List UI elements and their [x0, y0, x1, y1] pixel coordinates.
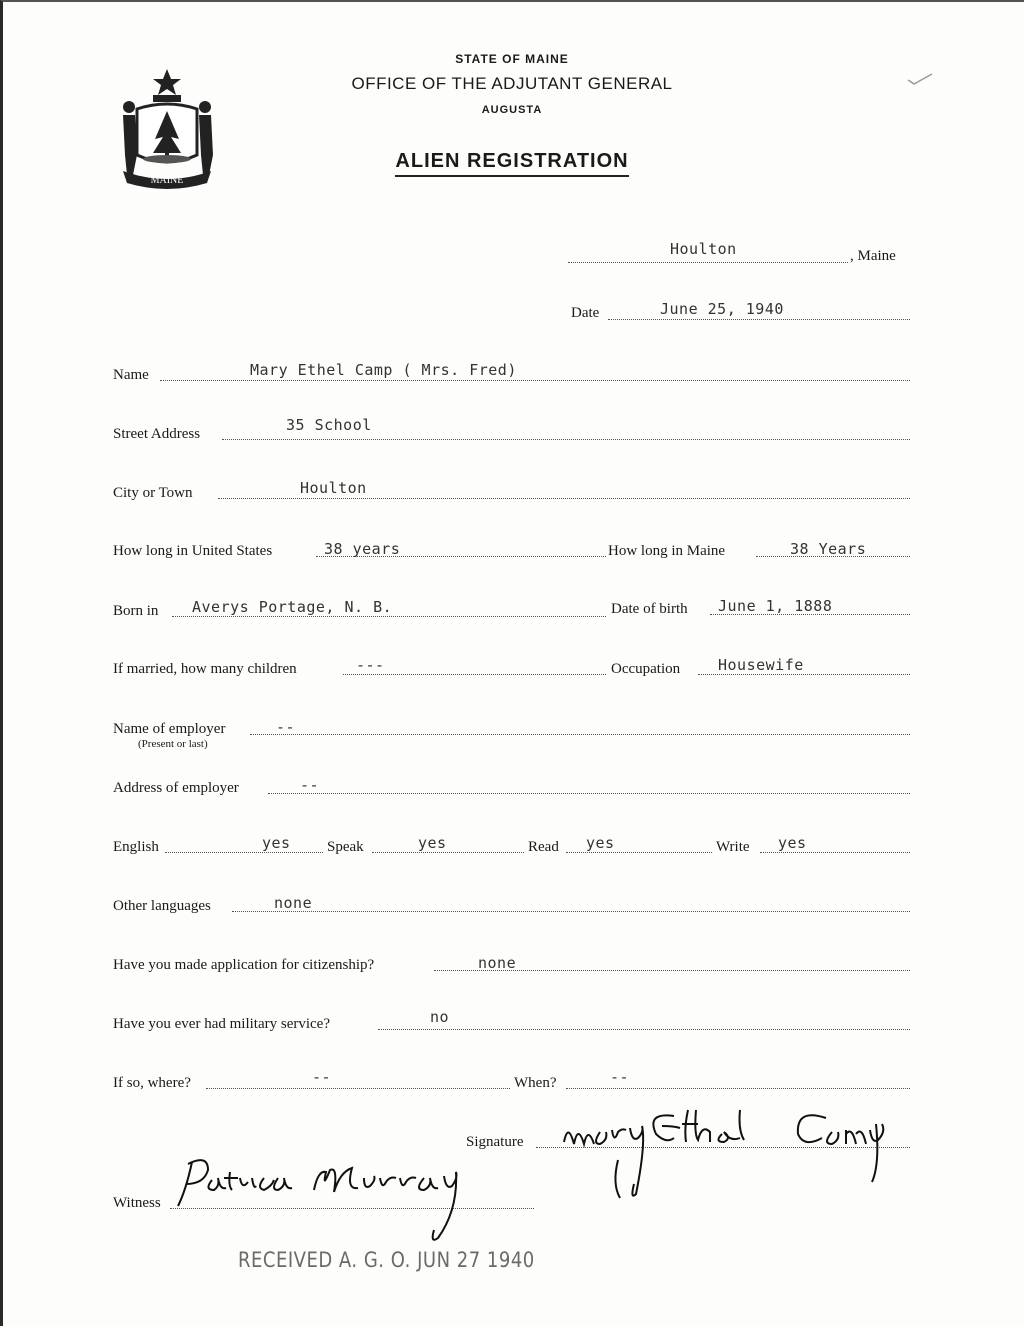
signature-label: Signature — [466, 1134, 524, 1150]
date-value[interactable]: June 25, 1940 — [660, 300, 784, 318]
where-value[interactable]: -- — [312, 1068, 332, 1086]
when-line — [566, 1088, 910, 1089]
english-label: English — [113, 839, 159, 855]
occupation-value[interactable]: Housewife — [718, 656, 804, 674]
signature-handwriting[interactable] — [556, 1104, 916, 1204]
how-long-maine-label: How long in Maine — [608, 543, 726, 559]
employer-value[interactable]: -- — [276, 718, 296, 736]
children-line — [343, 674, 606, 675]
where-line — [206, 1088, 510, 1089]
other-languages-line — [232, 911, 910, 912]
write-label: Write — [716, 839, 750, 855]
other-languages-label: Other languages — [113, 898, 211, 914]
how-long-us-value[interactable]: 38 years — [324, 540, 401, 558]
witness-signature-handwriting[interactable] — [168, 1150, 468, 1250]
city-heading: AUGUSTA — [481, 104, 543, 116]
read-label: Read — [528, 839, 559, 855]
speak-line — [372, 852, 524, 853]
where-label: If so, where? — [113, 1075, 191, 1091]
svg-text:MAINE: MAINE — [150, 175, 184, 186]
occupation-line — [698, 674, 910, 675]
citizenship-label: Have you made application for citizenship? — [113, 957, 375, 973]
when-value[interactable]: -- — [610, 1068, 630, 1086]
name-value[interactable]: Mary Ethel Camp ( Mrs. Fred) — [250, 361, 517, 379]
date-label: Date — [571, 305, 600, 321]
employer-label: Name of employer — [113, 721, 226, 737]
employer-address-value[interactable]: -- — [300, 776, 320, 794]
english-line — [165, 852, 323, 853]
name-label: Name — [113, 367, 149, 383]
speak-label: Speak — [327, 839, 364, 855]
write-value[interactable]: yes — [778, 834, 807, 852]
employer-address-line — [268, 793, 910, 794]
street-label: Street Address — [113, 426, 201, 442]
street-line — [222, 439, 910, 440]
name-line — [160, 380, 910, 381]
state-suffix: , Maine — [850, 248, 896, 264]
place-line — [568, 262, 848, 263]
occupation-label: Occupation — [611, 661, 681, 677]
military-value[interactable]: no — [430, 1008, 450, 1026]
form-title: ALIEN REGISTRATION — [0, 150, 1024, 173]
children-value[interactable]: --- — [356, 656, 385, 674]
date-line — [608, 319, 910, 320]
dob-label: Date of birth — [611, 601, 688, 617]
speak-value[interactable]: yes — [418, 834, 447, 852]
city-value[interactable]: Houlton — [300, 479, 367, 497]
state-heading: STATE OF MAINE — [455, 52, 569, 66]
witness-label: Witness — [113, 1195, 161, 1211]
received-stamp: RECEIVED A. G. O. JUN 27 1940 — [238, 1247, 535, 1274]
military-label: Have you ever had military service? — [113, 1016, 330, 1032]
when-label: When? — [514, 1075, 557, 1091]
employer-line — [250, 734, 910, 735]
place-value[interactable]: Houlton — [670, 240, 737, 258]
how-long-maine-value[interactable]: 38 Years — [790, 540, 867, 558]
born-in-value[interactable]: Averys Portage, N. B. — [192, 598, 393, 616]
employer-sublabel: (Present or last) — [138, 738, 208, 750]
employer-address-label: Address of employer — [113, 780, 239, 796]
city-line — [218, 498, 910, 499]
military-line — [378, 1029, 910, 1030]
other-languages-value[interactable]: none — [274, 894, 313, 912]
read-line — [566, 852, 712, 853]
children-label: If married, how many children — [113, 661, 297, 677]
read-value[interactable]: yes — [586, 834, 615, 852]
street-value[interactable]: 35 School — [286, 416, 372, 434]
citizenship-value[interactable]: none — [478, 954, 517, 972]
born-in-line — [172, 616, 606, 617]
city-label: City or Town — [113, 485, 193, 501]
write-line — [760, 852, 910, 853]
born-in-label: Born in — [113, 603, 159, 619]
dob-value[interactable]: June 1, 1888 — [718, 597, 833, 615]
english-value[interactable]: yes — [262, 834, 291, 852]
office-heading: OFFICE OF THE ADJUTANT GENERAL — [351, 74, 673, 93]
how-long-us-label: How long in United States — [113, 543, 273, 559]
